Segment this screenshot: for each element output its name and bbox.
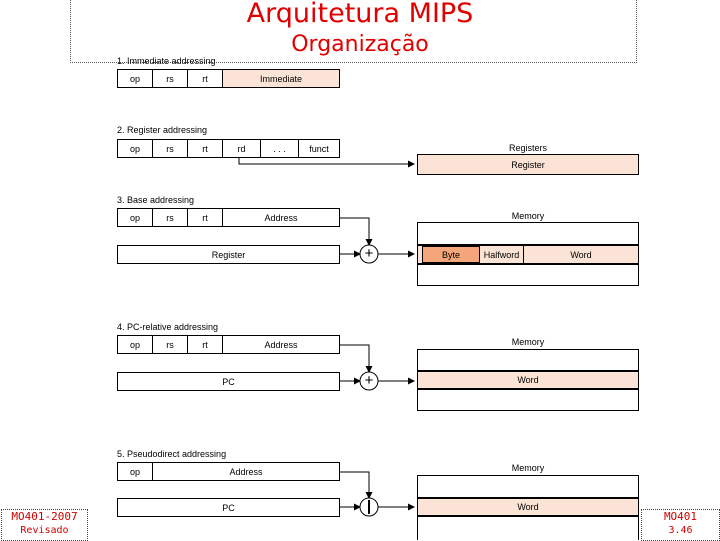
memory-word: Word [418, 497, 638, 517]
footer-right-course: MO401 [663, 510, 698, 523]
field-address: Address [229, 466, 263, 477]
footer-left-course: MO401-2007 [11, 510, 78, 523]
memory-label: Memory [511, 463, 545, 473]
memory-label: Memory [511, 211, 545, 221]
base-register-box: Register [117, 245, 340, 264]
field-op: op [118, 70, 153, 87]
memory-halfword: Halfword [480, 246, 524, 263]
field-immediate: Immediate [223, 70, 339, 87]
field-rs: rs [153, 140, 188, 157]
field-address: Address [264, 339, 298, 350]
field-rt: rt [188, 70, 223, 87]
registers-label: Registers [508, 143, 547, 153]
section-pseudodirect-heading: 5. Pseudodirect addressing [117, 449, 227, 459]
pseudodirect-pc-box: PC [117, 498, 340, 517]
section-pc-relative-heading: 4. PC-relative addressing [117, 322, 219, 332]
slide-subtitle: Organização [291, 32, 429, 57]
field-rt: rt [188, 336, 223, 353]
register-cell: Register [418, 155, 638, 174]
section-register-heading: 2. Register addressing [117, 125, 208, 135]
field-rt: rt [188, 209, 223, 226]
field-ellipsis: . . . [261, 140, 299, 157]
footer-right [641, 509, 720, 541]
field-rt: rt [188, 140, 223, 157]
footer-left-note: Revisado [20, 525, 69, 536]
arrow-address-to-adder [340, 345, 369, 372]
pc-relative-pc-box: PC [117, 372, 340, 391]
memory-word: Word [570, 249, 592, 260]
slide-title: Arquitetura MIPS [246, 0, 474, 29]
field-op: op [118, 336, 153, 353]
field-op: op [118, 463, 153, 480]
adder-plus-icon: + [364, 372, 374, 389]
field-op: op [118, 140, 153, 157]
field-rs: rs [153, 209, 188, 226]
section-immediate-heading: 1. Immediate addressing [117, 56, 216, 66]
arrow-address-to-adder [340, 218, 369, 245]
field-rs: rs [153, 70, 188, 87]
arrow-address-to-concat [340, 472, 369, 498]
adder-plus-icon: + [364, 245, 374, 262]
memory-byte: Byte [422, 246, 480, 263]
slide-number: 3.46 [668, 525, 693, 536]
section-base-heading: 3. Base addressing [117, 195, 195, 205]
memory-label: Memory [511, 337, 545, 347]
field-rd: rd [223, 140, 261, 157]
memory-word: Word [418, 370, 638, 390]
arrow-register [239, 158, 414, 164]
field-op: op [118, 209, 153, 226]
field-funct: funct [309, 143, 329, 154]
field-rs: rs [153, 336, 188, 353]
footer-left [1, 509, 88, 541]
field-address: Address [264, 212, 298, 223]
